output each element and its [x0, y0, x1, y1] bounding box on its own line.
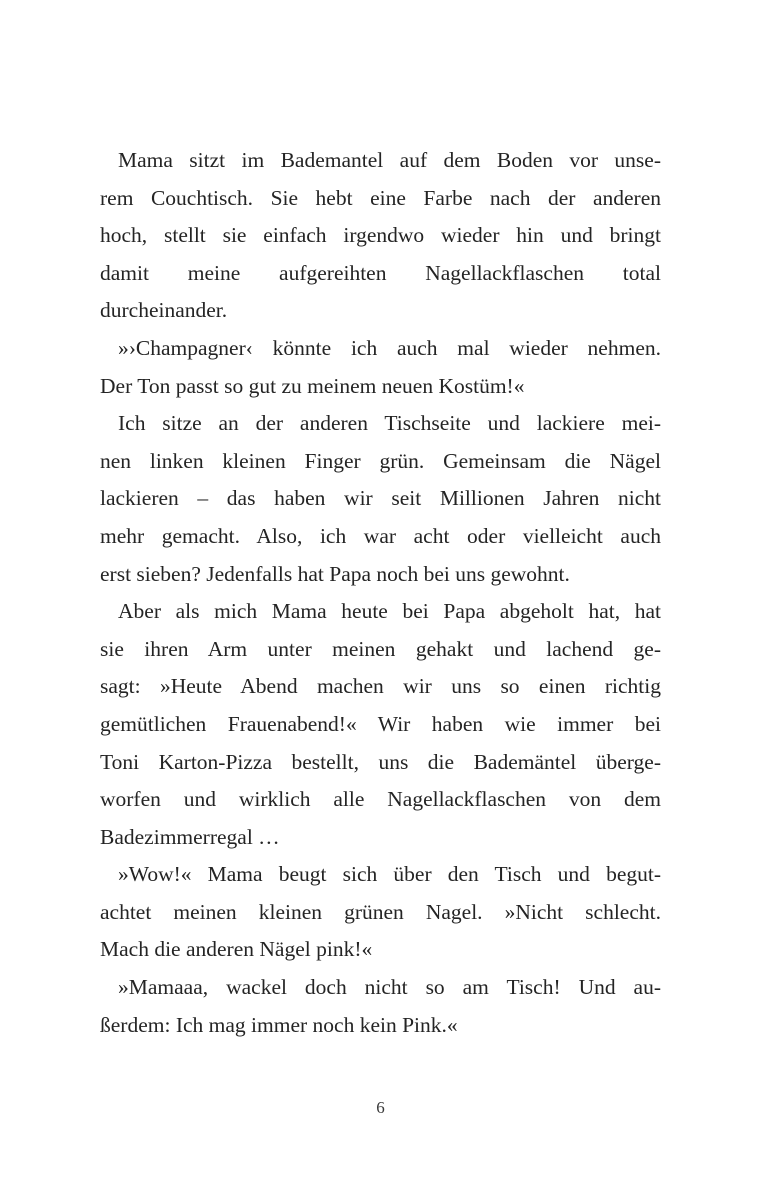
paragraph — [100, 142, 661, 330]
text-line: hoch, stellt sie einfach irgendwo wieder hin und bringt — [100, 223, 661, 248]
text-line: erst sieben? Jedenfalls hat Papa noch bei uns gewohnt. — [100, 561, 570, 586]
paragraph — [100, 330, 661, 405]
text-line: Mach die anderen Nägel pink!« — [100, 937, 373, 962]
text-line: Badezimmerregal … — [100, 824, 280, 849]
text-line: Der Ton passt so gut zu meinem neuen Kostüm!« — [100, 373, 525, 398]
text-line: nen linken kleinen Finger grün. Gemeinsam die Nägel — [100, 448, 661, 473]
text-line: Mama sitzt im Bademantel auf dem Boden vor unse- — [118, 148, 661, 172]
text-line: ßerdem: Ich mag immer noch kein Pink.« — [100, 1012, 458, 1037]
text-line: mehr gemacht. Also, ich war acht oder vielleicht auch — [100, 523, 661, 548]
paragraph — [100, 969, 661, 1044]
text-line: Aber als mich Mama heute bei Papa abgeholt hat, hat — [118, 599, 661, 624]
text-line: lackieren – das haben wir seit Millionen Jahren nicht — [100, 486, 661, 511]
text-line: »Wow!« Mama beugt sich über den Tisch und begut- — [118, 862, 661, 887]
text-line: durcheinander. — [100, 298, 228, 323]
text-line: worfen und wirklich alle Nagellackflaschen von dem — [100, 787, 661, 812]
text-line: gemütlichen Frauenabend!« Wir haben wie immer bei — [100, 711, 661, 736]
text-line: Toni Karton-Pizza bestellt, uns die Bademäntel überge- — [100, 749, 661, 774]
text-line: achtet meinen kleinen grünen Nagel. »Nicht schlecht. — [100, 899, 661, 924]
paragraph — [100, 593, 661, 856]
text-line: Ich sitze an der anderen Tischseite und lackiere mei- — [118, 411, 661, 436]
paragraph — [100, 856, 661, 969]
text-line: sagt: »Heute Abend machen wir uns so einen richtig — [100, 674, 661, 699]
text-line: damit meine aufgereihten Nagellackflaschen total — [100, 260, 661, 285]
text-line: sie ihren Arm unter meinen gehakt und lachend ge- — [100, 636, 661, 661]
text-line: rem Couchtisch. Sie hebt eine Farbe nach der anderen — [100, 185, 661, 210]
text-line: »›Champagner‹ könnte ich auch mal wieder nehmen. — [118, 335, 661, 360]
paragraph — [100, 405, 661, 593]
page-number: 6 — [376, 1098, 385, 1117]
text-line: »Mamaaa, wackel doch nicht so am Tisch! Und au- — [118, 975, 661, 1000]
page-text — [100, 142, 661, 1044]
